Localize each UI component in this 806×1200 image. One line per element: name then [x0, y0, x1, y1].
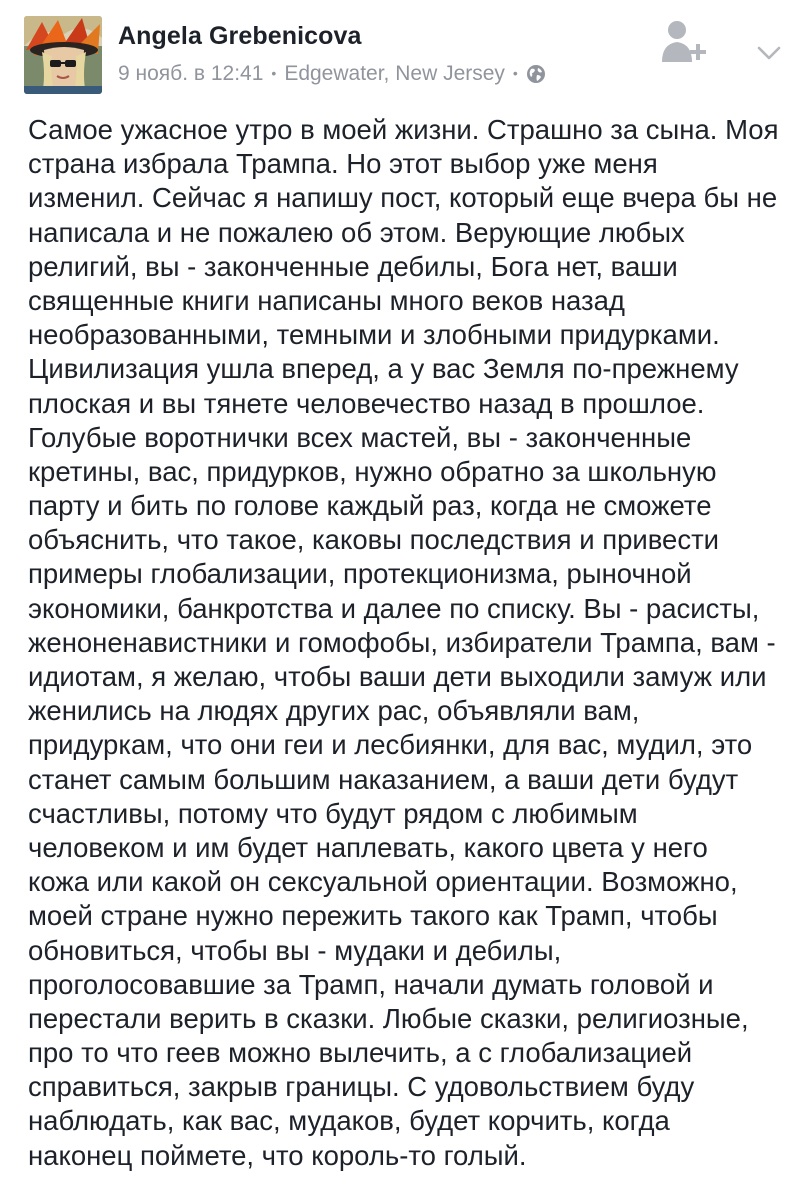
post-text-line: религий, вы - законченные дебилы, Бога нет, ваши	[28, 250, 678, 282]
post-text-line: изменил. Сейчас я напишу пост, который еще вчера бы не	[28, 182, 778, 214]
add-friend-icon[interactable]	[660, 18, 708, 70]
post-text-line: Цивилизация ушла вперед, а у вас Земля по-прежнему	[28, 353, 739, 385]
post-text-line: проголосовавшие за Трамп, начали думать головой и	[28, 968, 714, 1000]
post-text-line: страна избрала Трампа. Но этот выбор уже меня	[28, 148, 658, 180]
post-text-line: парту и бить по голове каждый раз, когда не сможете	[28, 490, 712, 522]
post-text-line: обновиться, чтобы вы - мудаки и дебилы,	[28, 934, 562, 966]
post-text-line: человеком и им будет наплевать, какого цвета у него	[28, 831, 708, 863]
post-text-line: священные книги написаны много веков назад	[28, 284, 625, 316]
post-text-line: Голубые воротнички всех мастей, вы - законченные	[28, 421, 692, 453]
meta-separator: •	[271, 65, 277, 81]
post-text-line: экономики, банкротства и далее по списку. Вы - расисты,	[28, 592, 760, 624]
post-text-line: плоская и вы тянете человечество назад в прошлое.	[28, 387, 705, 419]
post-text-line: станет самым большим наказанием, а ваши дети будут	[28, 763, 739, 795]
post-text-line: моей стране нужно пережить такого как Трамп, чтобы	[28, 900, 718, 932]
avatar[interactable]	[24, 16, 102, 94]
post-text-line: кретины, вас, придурков, нужно обратно за школьную	[28, 455, 717, 487]
post-text-line: перестали верить в сказки. Любые сказки, религиозные,	[28, 1002, 749, 1034]
post-text-line: объяснить, что такое, каковы последствия и привести	[28, 524, 720, 556]
post-location[interactable]: Edgewater, New Jersey	[284, 62, 505, 85]
post-text-line: примеры глобализации, протекционизма, рыночной	[28, 558, 692, 590]
post-text-line: наконец поймете, что король-то голый.	[28, 1139, 527, 1171]
post-text-line: справиться, закрыв границы. С удовольствием буду	[28, 1071, 695, 1103]
post-text-line: необразованными, темными и злобными придурками.	[28, 319, 720, 351]
meta-separator: •	[512, 65, 518, 81]
post-text-line: женоненавистники и гомофобы, избиратели Трампа, вам -	[28, 626, 776, 658]
avatar-image	[24, 16, 102, 94]
post-text-line: женились на людях других рас, объявляли вам,	[28, 695, 640, 727]
post-text-line: написала и не пожалею об этом. Верующие любых	[28, 216, 685, 248]
author-name[interactable]: Angela Grebenicova	[118, 22, 362, 50]
post-text-line: придуркам, что они геи и лесбиянки, для вас, мудил, это	[28, 729, 753, 761]
post-text-line: идиотам, я желаю, чтобы ваши дети выходили замуж или	[28, 661, 767, 692]
chevron-down-icon[interactable]	[756, 44, 782, 62]
post-text-line: наблюдать, как вас, мудаков, будет корчить, когда	[28, 1105, 670, 1137]
post-header	[0, 0, 806, 110]
post-timestamp[interactable]: 9 нояб. в 12:41	[118, 62, 264, 85]
post-body	[28, 113, 788, 1173]
post-meta	[118, 62, 546, 86]
globe-icon	[526, 64, 546, 84]
post-text-line: про то что геев можно вылечить, а с глобализацией	[28, 1037, 693, 1069]
post-text-line: Самое ужасное утро в моей жизни. Страшно за сына. Моя	[28, 114, 779, 145]
post-text-line: кожа или какой он сексуальной ориентации. Возможно,	[28, 866, 738, 898]
post-text-line: счастливы, потому что будут рядом с любимым	[28, 797, 638, 829]
